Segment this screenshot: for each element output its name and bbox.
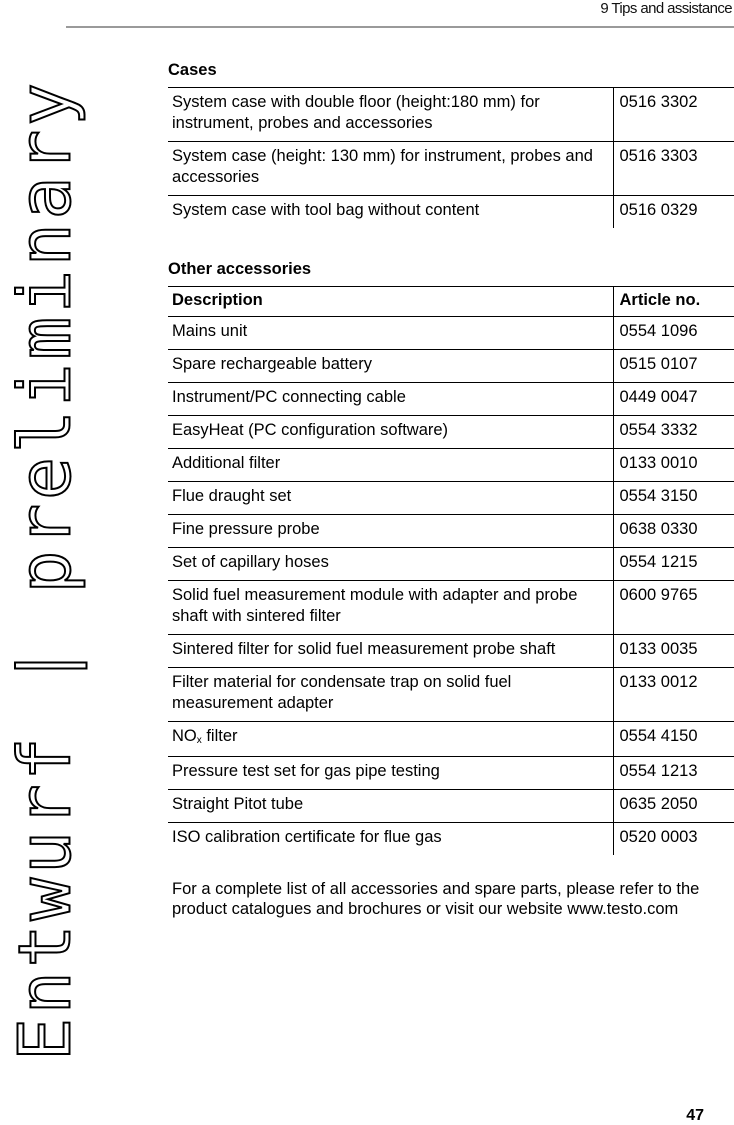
header-rule: [66, 26, 734, 28]
cell-article: 0133 0010: [613, 449, 734, 482]
cell-description: Flue draught set: [168, 482, 613, 515]
table-row: [168, 416, 734, 449]
cell-description: System case with tool bag without content: [172, 201, 480, 219]
cell-description: Additional filter: [168, 449, 613, 482]
cell-description: Set of capillary hoses: [168, 548, 613, 581]
cell-article: 0554 4150: [613, 722, 734, 757]
footnote: For a complete list of all accessories and spare parts, please refer to the product catalogues and brochures or visit our website www.testo.com: [172, 880, 700, 918]
cell-description: Spare rechargeable battery: [168, 350, 613, 383]
cell-article: 0554 3150: [613, 482, 734, 515]
cases-table: [168, 87, 734, 228]
cell-description: System case with double floor (height:180 mm) for instrument, probes and accessories: [168, 88, 613, 142]
page-number: 47: [686, 1107, 704, 1124]
table-row: [168, 88, 734, 142]
cell-description: ISO calibration certificate for flue gas: [172, 828, 442, 846]
cell-article: 0516 3303: [613, 142, 734, 196]
page-content: [168, 60, 734, 919]
table-row: [168, 668, 734, 722]
cell-article: 0600 9765: [613, 581, 734, 635]
cell-description: [168, 722, 613, 757]
cell-article: 0515 0107: [613, 350, 734, 383]
cell-description: System case (height: 130 mm) for instrument, probes and accessories: [168, 142, 613, 196]
table-row: [168, 635, 734, 668]
table-row: [168, 196, 734, 229]
cell-description: Instrument/PC connecting cable: [168, 383, 613, 416]
cell-article: 0449 0047: [613, 383, 734, 416]
cell-article: 0638 0330: [613, 515, 734, 548]
watermark-text: Entwurf | preliminary: [3, 79, 87, 1061]
table-row: [168, 722, 734, 757]
nox-prefix: NO: [172, 727, 197, 745]
cell-description: Sintered filter for solid fuel measurement probe shaft: [168, 635, 613, 668]
nox-subscript: x: [196, 735, 202, 746]
cell-article: 0554 1096: [613, 317, 734, 350]
cell-article: 0516 0329: [613, 196, 734, 229]
cell-article: 0520 0003: [613, 823, 734, 856]
table-row: [168, 383, 734, 416]
accessories-table: [168, 286, 734, 855]
nox-suffix: filter: [201, 727, 238, 745]
table-row: [168, 482, 734, 515]
cell-article: 0635 2050: [613, 790, 734, 823]
chapter-header: 9 Tips and assistance: [600, 0, 732, 17]
cell-description: Filter material for condensate trap on solid fuel measurement adapter: [168, 668, 613, 722]
table-row: [168, 317, 734, 350]
cell-article: 0554 1213: [613, 757, 734, 790]
cell-article: 0554 3332: [613, 416, 734, 449]
table-header-row: [168, 287, 734, 317]
table-row: [168, 449, 734, 482]
other-accessories-title: Other accessories: [168, 260, 312, 278]
cell-description: Mains unit: [168, 317, 613, 350]
table-row: [168, 350, 734, 383]
cell-article: 0133 0035: [613, 635, 734, 668]
table-row: [168, 548, 734, 581]
table-row: [168, 823, 734, 856]
cell-description: Straight Pitot tube: [168, 790, 613, 823]
cell-description: EasyHeat (PC configuration software): [168, 416, 613, 449]
table-row: [168, 581, 734, 635]
header-description: Description: [168, 287, 613, 317]
cases-title: Cases: [168, 61, 217, 79]
table-row: [168, 142, 734, 196]
cell-description: Pressure test set for gas pipe testing: [168, 757, 613, 790]
cell-article: 0133 0012: [613, 668, 734, 722]
cell-article: 0516 3302: [613, 88, 734, 142]
cell-description: Solid fuel measurement module with adapter and probe shaft with sintered filter: [168, 581, 613, 635]
table-row: [168, 515, 734, 548]
table-row: [168, 790, 734, 823]
table-row: [168, 757, 734, 790]
header-article: Article no.: [613, 287, 734, 317]
cell-article: 0554 1215: [613, 548, 734, 581]
cell-description: Fine pressure probe: [168, 515, 613, 548]
